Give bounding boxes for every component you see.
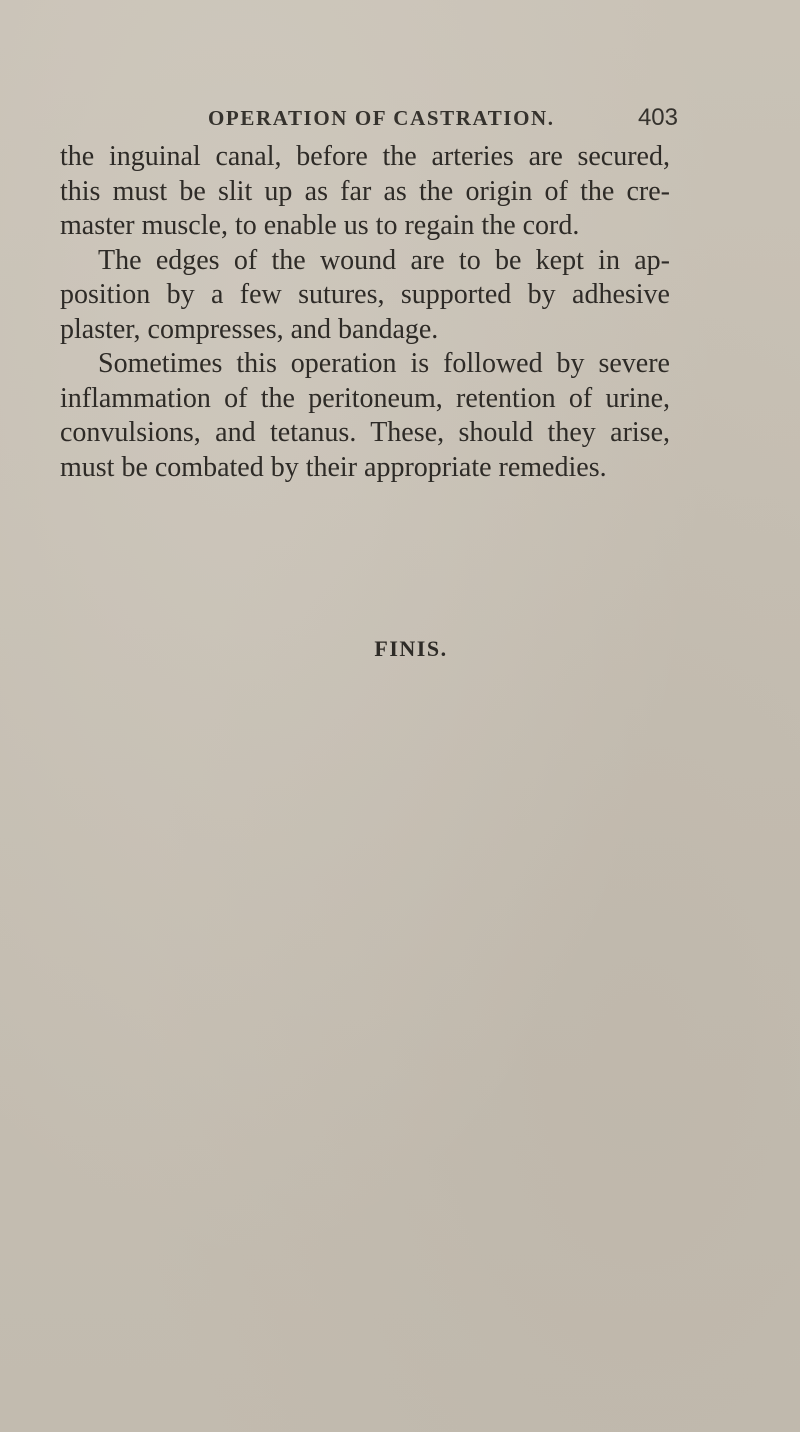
finis-mark: FINIS.: [374, 636, 448, 661]
text-line: inflammation of the peritoneum, retention of urine,: [60, 382, 670, 414]
text-line: convulsions, and tetanus. These, should they arise,: [60, 417, 670, 448]
paragraph-3: [60, 347, 670, 485]
paragraph-1: [60, 140, 670, 244]
text-line: master muscle, to enable us to regain the cord.: [60, 210, 580, 241]
text-line: plaster, compresses, and bandage.: [60, 313, 439, 345]
page-number: 403: [637, 104, 678, 131]
running-head: [208, 106, 678, 136]
running-title: OPERATION OF CASTRATION.: [208, 106, 555, 130]
text-line: must be combated by their appropriate remedies.: [60, 451, 607, 483]
text-line: the inguinal canal, before the arteries are secured,: [60, 141, 670, 172]
paragraph-2: [60, 244, 670, 348]
text-line: Sometimes this operation is followed by severe: [98, 348, 670, 379]
text-line: this must be slit up as far as the origin of the cre-: [60, 175, 670, 207]
body-text: [60, 140, 670, 485]
text-line: position by a few sutures, supported by adhesive: [60, 279, 670, 310]
text-line: The edges of the wound are to be kept in ap-: [98, 244, 670, 276]
